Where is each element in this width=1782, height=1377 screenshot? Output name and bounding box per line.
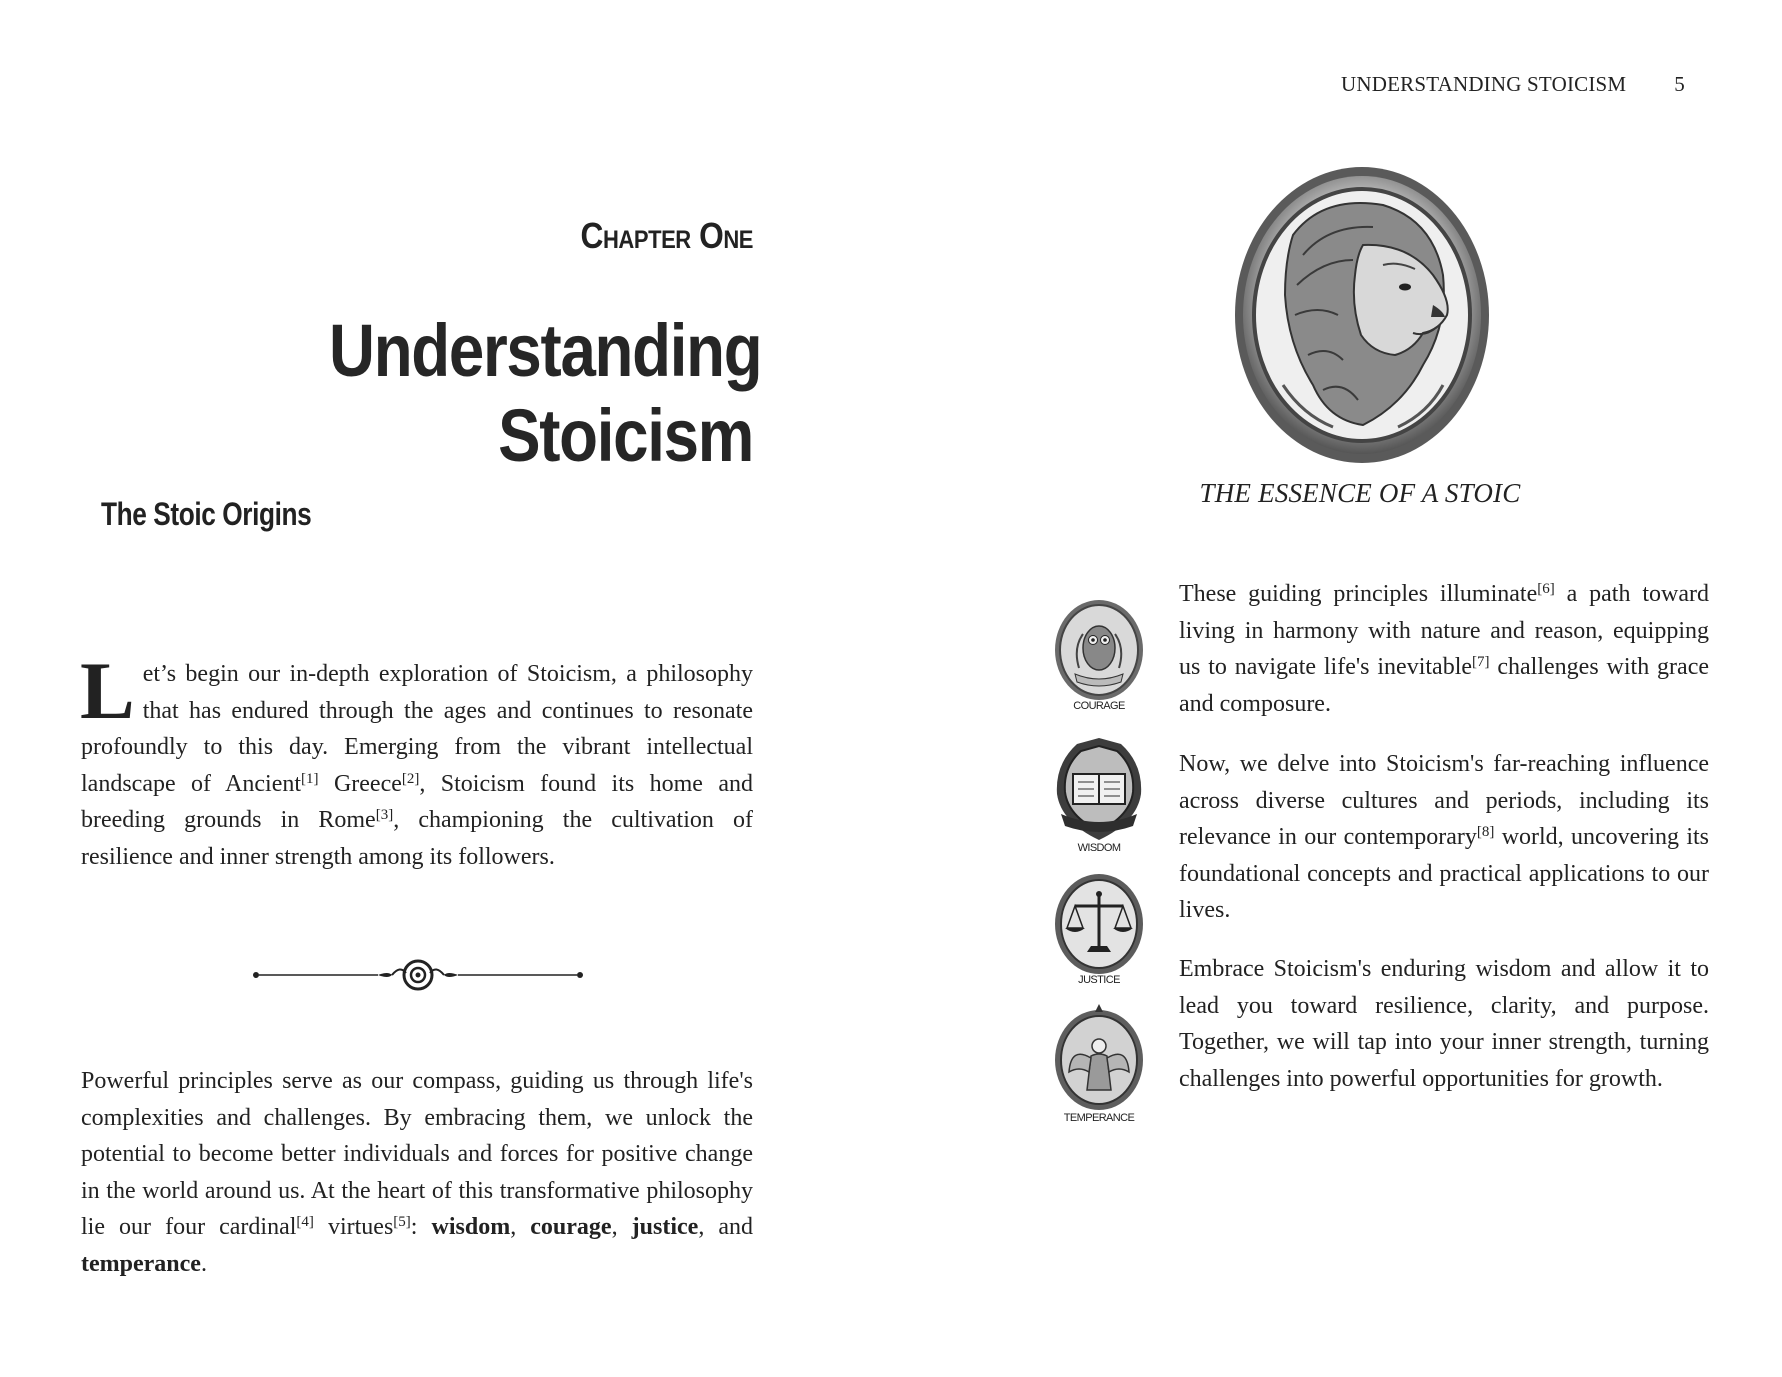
footnote-ref[interactable]: [6]	[1537, 581, 1555, 597]
virtue-badge-courage	[1046, 598, 1152, 712]
text-run: challenges with grace and composure.	[1179, 654, 1709, 717]
owl-medallion-icon	[1053, 598, 1145, 702]
running-title: UNDERSTANDING STOICISM	[1341, 72, 1627, 96]
chapter-title-line-1: Understanding	[329, 309, 762, 392]
text-run: virtues	[313, 1214, 394, 1241]
text-run: ,	[611, 1214, 632, 1241]
page-number: 5	[1674, 72, 1685, 96]
text-run: a path toward living in harmony with nature and reason, equipping us to navigate life's inevitable	[1179, 581, 1709, 681]
text-run: , Stoicism found its home and breeding grounds in Rome	[81, 770, 753, 834]
ornament-divider-icon	[250, 955, 586, 995]
intro-paragraph	[80, 645, 754, 876]
principles-paragraph	[1179, 576, 1709, 722]
virtue-label: COURAGE	[1073, 700, 1125, 712]
text-run: ,	[510, 1214, 531, 1241]
text-run: world, uncovering its foundational concepts and practical applications to our lives.	[1179, 824, 1709, 924]
virtue-badge-temperance	[1046, 1002, 1152, 1124]
footnote-ref[interactable]: [3]	[375, 807, 394, 824]
virtue-badge-justice	[1046, 872, 1152, 986]
text-run: Embrace Stoicism's enduring wisdom and allow it to lead you toward resilience, clarity, and purpose. Together, we will tap into your inner strength, turning challenges into powerful opportunities for growth.	[1179, 956, 1709, 1092]
footnote-ref[interactable]: [8]	[1476, 824, 1495, 841]
text-run: Greece	[318, 770, 402, 797]
footnote-ref[interactable]: [2]	[401, 770, 420, 787]
text-run: .	[200, 1250, 207, 1277]
running-header	[1341, 72, 1685, 97]
virtue-courage: courage	[530, 1214, 612, 1241]
section-heading: The Stoic Origins	[101, 496, 312, 532]
drop-cap: L	[80, 645, 135, 736]
book-crest-icon	[1051, 734, 1147, 844]
footnote-ref[interactable]: [4]	[296, 1214, 314, 1231]
virtue-justice: justice	[631, 1214, 699, 1241]
text-run: Now, we delve into Stoicism's far-reaching influence across diverse cultures and periods, including its relevance in our contemporary	[1179, 751, 1709, 851]
text-run: , championing the cultivation of resilience and inner strength among its followers.	[81, 807, 754, 870]
lion-medallion-icon	[1233, 165, 1491, 465]
image-caption: THE ESSENCE OF A STOIC	[1199, 478, 1521, 508]
closing-paragraph	[1179, 951, 1709, 1097]
text-run: , and	[698, 1214, 754, 1241]
virtue-label: JUSTICE	[1078, 974, 1120, 986]
text-run: These guiding principles illuminate	[1179, 581, 1538, 607]
scales-medallion-icon	[1053, 872, 1145, 976]
chapter-title-line-2: Stoicism	[498, 394, 753, 477]
text-run: Powerful principles serve as our compass, guiding us through life's complexities and challenges. By embracing them, we unlock the potential to become better individuals and forces for positive change in the world around us. At the heart of this transformative philosophy lie our four cardinal	[81, 1068, 753, 1241]
virtues-paragraph	[81, 1063, 753, 1283]
angel-medallion-icon	[1053, 1002, 1145, 1114]
virtue-wisdom: wisdom	[431, 1214, 511, 1241]
virtue-label: WISDOM	[1077, 842, 1121, 854]
chapter-label: Chapter One	[580, 215, 753, 256]
text-run: :	[410, 1214, 432, 1241]
text-run: et’s begin our in-depth exploration of Stoicism, a philosophy that has endured through the ages and continues to resonate profoundly to this day. Emerging from the vibrant intellectual landscape of Ancient	[81, 661, 753, 797]
footnote-ref[interactable]: [5]	[393, 1214, 411, 1231]
virtue-badge-wisdom	[1046, 734, 1152, 854]
influence-paragraph	[1179, 746, 1709, 929]
footnote-ref[interactable]: [7]	[1472, 654, 1490, 671]
footnote-ref[interactable]: [1]	[301, 770, 319, 787]
chapter-title	[329, 308, 762, 478]
virtue-label: TEMPERANCE	[1063, 1112, 1135, 1124]
virtue-temperance: temperance	[81, 1250, 201, 1277]
